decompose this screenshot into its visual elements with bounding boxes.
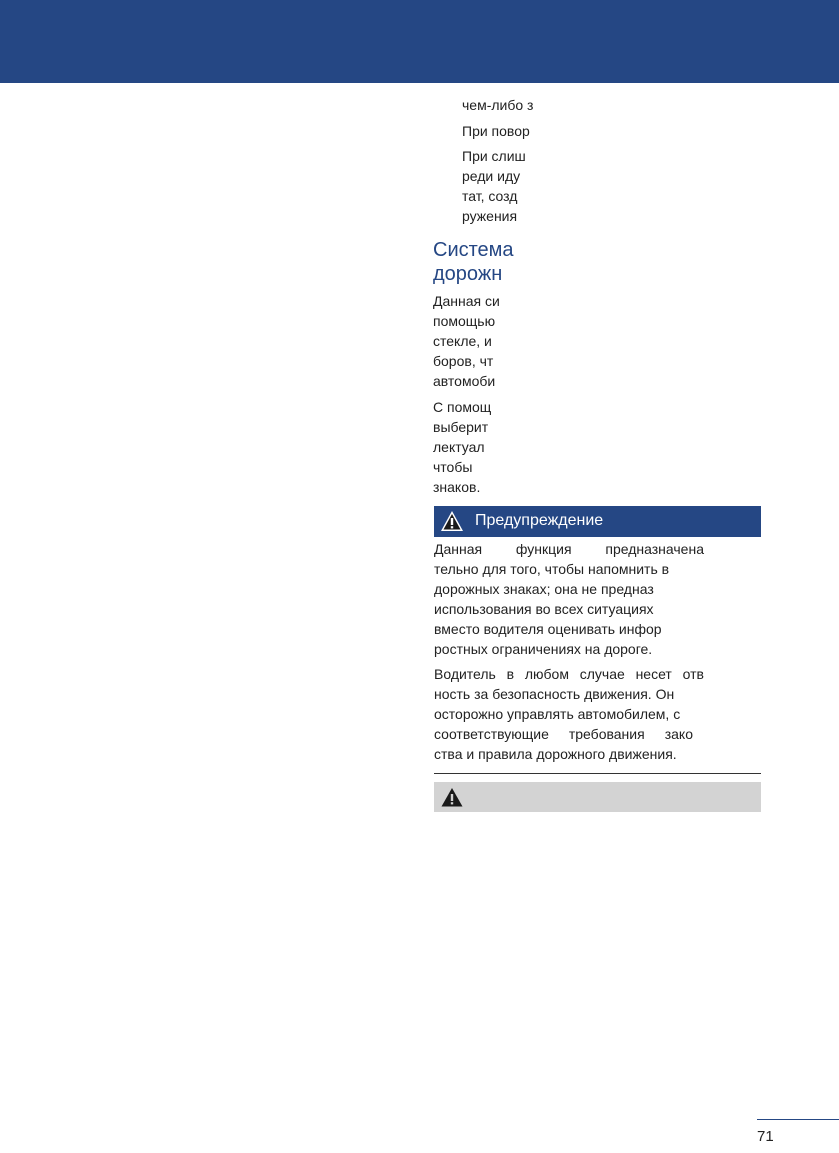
paragraph-line: боров, чт: [433, 353, 494, 369]
warning-line: ства и правила дорожного движения.: [434, 746, 677, 762]
header-band: [0, 0, 839, 83]
warning-line: Данная функция предназначена: [434, 541, 704, 557]
warning-line: соответствующие требования зако: [434, 726, 693, 742]
warning-line: тельно для того, чтобы напомнить в: [434, 561, 670, 577]
warning-line: ность за безопасность движения. Он: [434, 686, 675, 702]
paragraph-line: чтобы: [433, 459, 473, 475]
paragraph-line: знаков.: [433, 479, 481, 495]
paragraph-line: выберит: [433, 419, 489, 435]
warning-header: [434, 506, 761, 537]
warning-triangle-icon: [440, 786, 464, 813]
warning-line: ростных ограничениях на дороге.: [434, 641, 653, 657]
list-item-line: тат, созд: [462, 188, 518, 204]
warning-triangle-icon: [440, 510, 464, 537]
paragraph-line: С помощ: [433, 399, 492, 415]
paragraph-line: Данная си: [433, 293, 500, 309]
list-item: При повор: [462, 123, 530, 139]
divider: [434, 773, 761, 774]
list-item-line: ружения: [462, 208, 518, 224]
section-title-line-2: дорожн: [433, 263, 503, 285]
warning-line: дорожных знаках; она не предназ: [434, 581, 654, 597]
paragraph-line: стекле, и: [433, 333, 492, 349]
page-number: 71: [757, 1128, 774, 1145]
warning-title: Предупреждение: [475, 512, 604, 529]
footer-rule: [757, 1119, 839, 1120]
section-title-line-1: Система: [433, 239, 514, 261]
list-item: чем-либо з: [462, 97, 534, 113]
warning-line: Водитель в любом случае несет отв: [434, 666, 704, 682]
paragraph-line: автомоби: [433, 373, 496, 389]
list-item: При слиш: [462, 148, 526, 164]
warning-line: вместо водителя оценивать инфор: [434, 621, 662, 637]
caution-header: [434, 782, 761, 812]
list-item-line: реди иду: [462, 168, 521, 184]
paragraph-line: лектуал: [433, 439, 485, 455]
warning-line: использования во всех ситуациях: [434, 601, 654, 617]
warning-line: осторожно управлять автомобилем, с: [434, 706, 681, 722]
paragraph-line: помощью: [433, 313, 496, 329]
